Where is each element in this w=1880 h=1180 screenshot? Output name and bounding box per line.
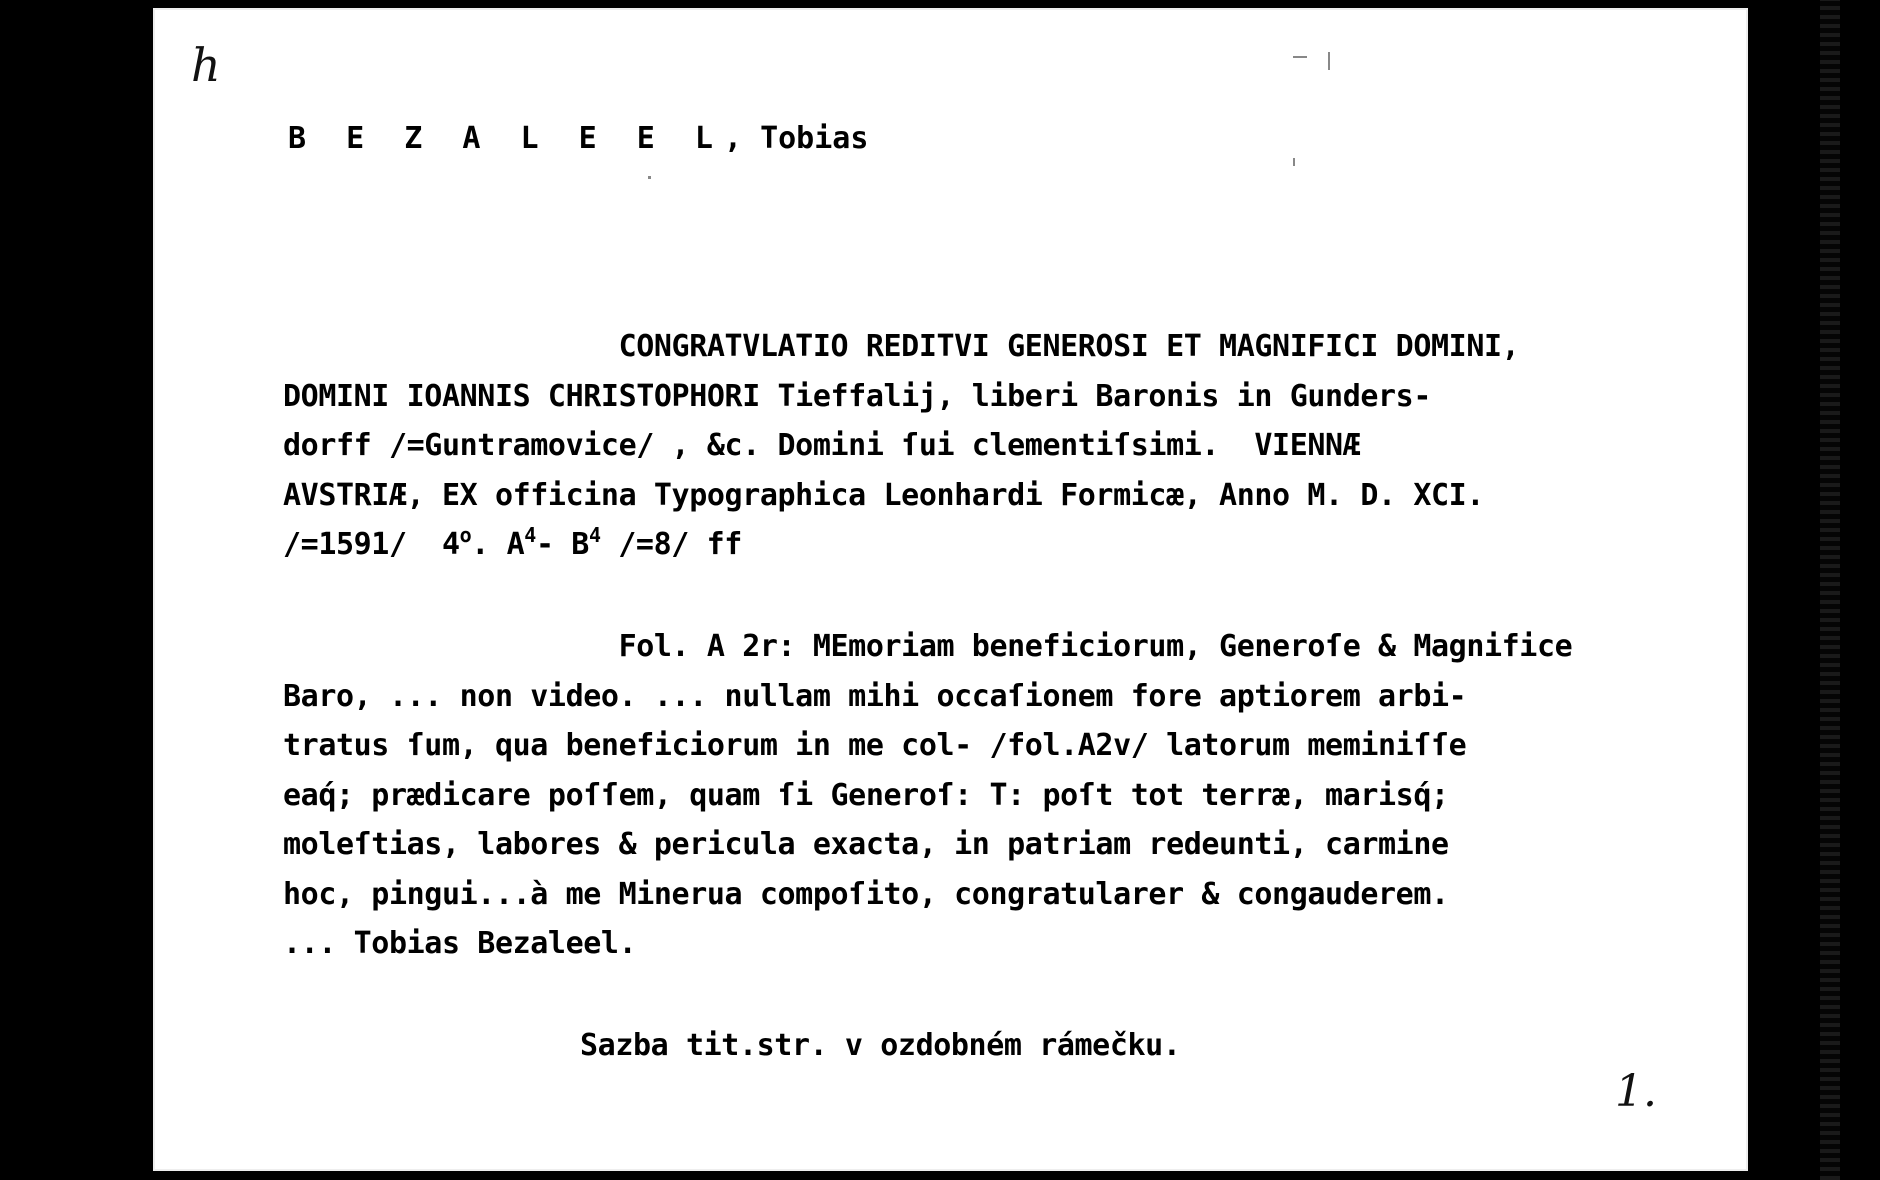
collation-leaves: /=8/ ff (600, 527, 742, 562)
author-given-name: Tobias (760, 121, 869, 156)
title-line: dorff /=Guntramovice/ , &c. Domini ſui clementiſsimi. VIENNÆ (283, 428, 1361, 463)
incipit-line: moleſtias, labores & pericula exacta, in patriam redeunti, carmine (283, 827, 1449, 862)
scanner-edge (1820, 0, 1840, 1180)
scan-speck (1293, 158, 1295, 166)
handwritten-mark-top: h (191, 38, 221, 92)
incipit-line: hoc, pingui...à me Minerua compoſito, congratularer & congauderem. (283, 876, 1449, 912)
collation-format: 4 (441, 527, 460, 562)
scan-speck (1293, 56, 1307, 58)
collation-format-sup: o (459, 523, 472, 547)
author-heading (288, 114, 868, 164)
incipit-line: Fol. A 2r: MEmoriam beneficiorum, Generoſe & Magnifice (283, 629, 1573, 664)
incipit-quotation (283, 622, 1572, 969)
collation-signature-b-sup: 4 (588, 523, 601, 547)
collation-signature-b: - B (535, 527, 589, 562)
scan-speck (1328, 52, 1330, 70)
incipit-line: ... Tobias Bezaleel. (283, 926, 637, 961)
handwritten-page-number: 1. (1615, 1066, 1657, 1117)
incipit-line: Baro, ... non video. ... nullam mihi occaſionem fore aptiorem arbi- (283, 678, 1467, 714)
title-line: AVSTRIÆ, EX officina Typographica Leonhardi Formicæ, Anno M. D. XCI. (283, 477, 1484, 513)
incipit-line: tratus ſum, qua beneficiorum in me col- /fol.A2v/ latorum meminiſſe (283, 728, 1467, 763)
title-line: DOMINI IOANNIS CHRISTOPHORI Tieffalij, liberi Baronis in Gunders- (283, 378, 1431, 414)
typesetting-note: Sazba tit.str. v ozdobném rámečku. (580, 1028, 1181, 1063)
author-surname: B E Z A L E E L (288, 121, 724, 156)
catalog-card (153, 8, 1748, 1171)
title-description (283, 322, 1519, 570)
scan-speck (648, 176, 651, 179)
author-separator: , (723, 121, 742, 156)
collation-signature-a: . A (471, 527, 525, 562)
collation-line (283, 520, 1519, 570)
collation-year: /=1591/ (283, 527, 407, 562)
incipit-line: eaq́; prædicare poſſem, quam ſi Generoſ: T: poſt tot terræ, marisq́; (283, 777, 1449, 813)
title-line: CONGRATVLATIO REDITVI GENEROSI ET MAGNIFICI DOMINI, (283, 329, 1520, 364)
collation-signature-a-sup: 4 (524, 523, 536, 547)
